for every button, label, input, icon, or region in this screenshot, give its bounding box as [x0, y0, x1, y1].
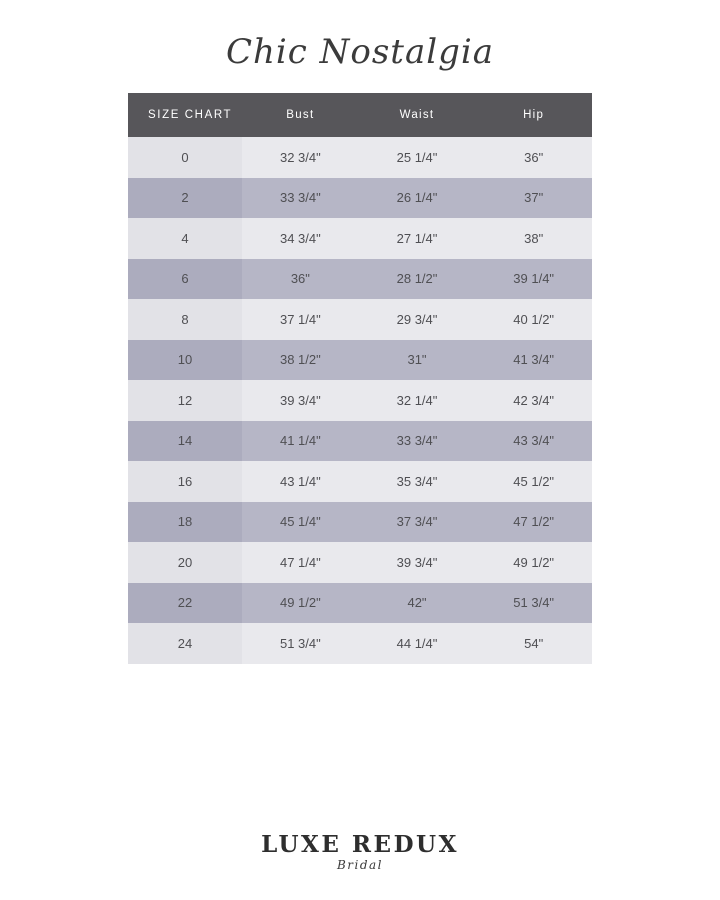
- cell-hip: 38": [475, 218, 592, 259]
- size-chart-container: [128, 93, 592, 664]
- cell-hip: 41 3/4": [475, 340, 592, 381]
- cell-waist: 39 3/4": [359, 542, 476, 583]
- cell-bust: 43 1/4": [242, 461, 359, 502]
- cell-size: 8: [128, 299, 242, 340]
- table-row: [128, 542, 592, 583]
- table-row: [128, 623, 592, 664]
- cell-waist: 42": [359, 583, 476, 624]
- cell-hip: 51 3/4": [475, 583, 592, 624]
- cell-size: 2: [128, 178, 242, 219]
- cell-size: 22: [128, 583, 242, 624]
- table-header: [128, 93, 592, 137]
- cell-waist: 37 3/4": [359, 502, 476, 543]
- table-row: [128, 461, 592, 502]
- cell-bust: 51 3/4": [242, 623, 359, 664]
- table-row: [128, 502, 592, 543]
- cell-size: 16: [128, 461, 242, 502]
- table-row: [128, 421, 592, 462]
- cell-bust: 38 1/2": [242, 340, 359, 381]
- table-row: [128, 137, 592, 178]
- cell-bust: 41 1/4": [242, 421, 359, 462]
- cell-bust: 34 3/4": [242, 218, 359, 259]
- cell-waist: 27 1/4": [359, 218, 476, 259]
- cell-waist: 25 1/4": [359, 137, 476, 178]
- cell-size: 4: [128, 218, 242, 259]
- column-header-bust: Bust: [242, 93, 359, 137]
- table-row: [128, 218, 592, 259]
- footer-brand-name: LUXE REDUX: [261, 831, 459, 858]
- page-title: Chic Nostalgia: [225, 32, 495, 72]
- cell-size: 18: [128, 502, 242, 543]
- cell-size: 0: [128, 137, 242, 178]
- cell-bust: 33 3/4": [242, 178, 359, 219]
- cell-hip: 54": [475, 623, 592, 664]
- cell-bust: 47 1/4": [242, 542, 359, 583]
- cell-hip: 37": [475, 178, 592, 219]
- cell-size: 24: [128, 623, 242, 664]
- cell-size: 20: [128, 542, 242, 583]
- cell-hip: 42 3/4": [475, 380, 592, 421]
- table-row: [128, 583, 592, 624]
- cell-waist: 26 1/4": [359, 178, 476, 219]
- cell-bust: 39 3/4": [242, 380, 359, 421]
- table-row: [128, 380, 592, 421]
- footer-tagline: Bridal: [336, 858, 384, 872]
- cell-size: 14: [128, 421, 242, 462]
- cell-waist: 44 1/4": [359, 623, 476, 664]
- cell-hip: 43 3/4": [475, 421, 592, 462]
- cell-bust: 36": [242, 259, 359, 300]
- cell-hip: 47 1/2": [475, 502, 592, 543]
- column-header-waist: Waist: [359, 93, 476, 137]
- table-header-row: [128, 93, 592, 137]
- cell-waist: 31": [359, 340, 476, 381]
- cell-bust: 45 1/4": [242, 502, 359, 543]
- cell-hip: 40 1/2": [475, 299, 592, 340]
- cell-bust: 32 3/4": [242, 137, 359, 178]
- table-row: [128, 340, 592, 381]
- table-row: [128, 259, 592, 300]
- cell-size: 12: [128, 380, 242, 421]
- cell-waist: 29 3/4": [359, 299, 476, 340]
- size-chart-table: [128, 93, 592, 664]
- table-row: [128, 178, 592, 219]
- cell-waist: 32 1/4": [359, 380, 476, 421]
- cell-hip: 36": [475, 137, 592, 178]
- table-row: [128, 299, 592, 340]
- cell-bust: 37 1/4": [242, 299, 359, 340]
- cell-hip: 45 1/2": [475, 461, 592, 502]
- cell-waist: 28 1/2": [359, 259, 476, 300]
- cell-waist: 35 3/4": [359, 461, 476, 502]
- cell-size: 10: [128, 340, 242, 381]
- cell-hip: 39 1/4": [475, 259, 592, 300]
- table-body: [128, 137, 592, 664]
- cell-bust: 49 1/2": [242, 583, 359, 624]
- cell-waist: 33 3/4": [359, 421, 476, 462]
- column-header-size: SIZE CHART: [128, 93, 242, 137]
- column-header-hip: Hip: [475, 93, 592, 137]
- footer-logo: [0, 833, 720, 872]
- cell-hip: 49 1/2": [475, 542, 592, 583]
- cell-size: 6: [128, 259, 242, 300]
